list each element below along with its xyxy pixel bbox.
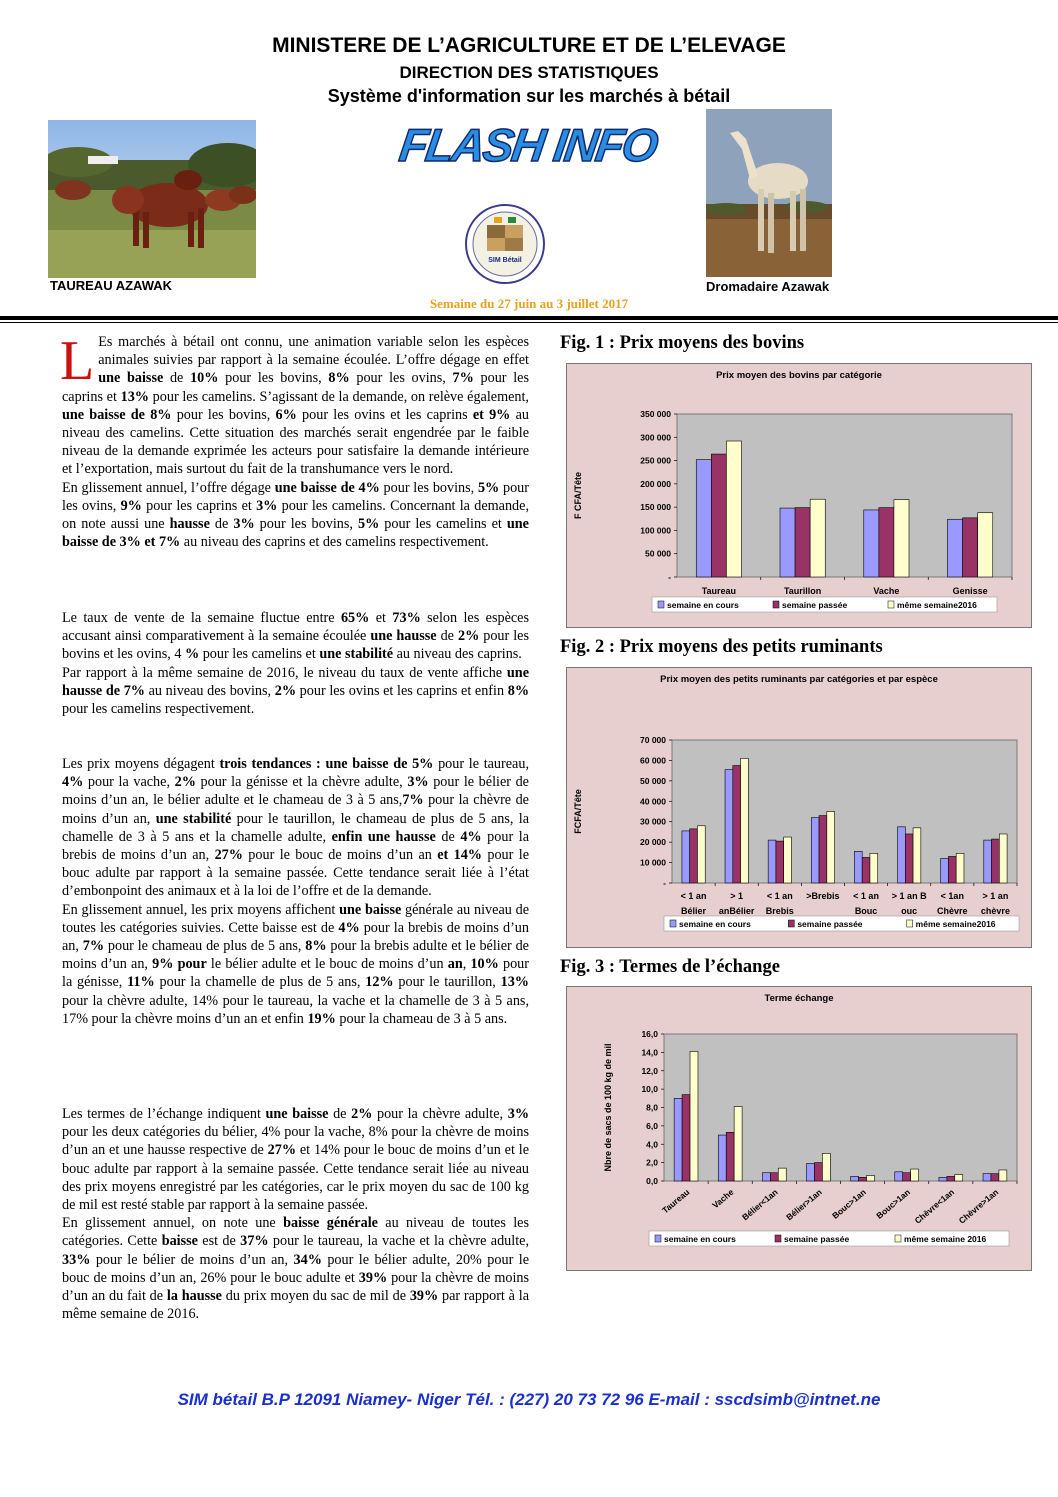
paragraph-annual-offer: En glissement annuel, l’offre dégage une baisse de 4% pour les bovins, 5% pour les ovins, 9% pour les caprins et 3% pour les camelins. Concernant la demande, on note aussi une hausse de 3% pour les bovins, 5% pour les camelins et une baisse de 3% et 7% au niveau des caprins et des camelins respectivement. (62, 479, 529, 551)
y-tick-label: 250 000 (640, 455, 671, 466)
sim-betail-seal (464, 203, 546, 285)
bar (780, 508, 795, 577)
y-tick-label: 60 000 (640, 755, 666, 766)
bar (819, 816, 827, 883)
y-tick-label: 150 000 (640, 502, 671, 513)
bar (814, 1163, 822, 1181)
paragraph-offer: L Es marchés à bétail ont connu, une animation variable selon les espèces animales suivies par rapport à la semaine écoulée. L’offre dégage en effet une baisse de 10% pour les bovins, 8% pour les ovins, 7% pour les caprins et 13% pour les camelins. S’agissant de la demande, on relève également, une baisse de 8% pour les bovins, 6% pour les ovins et les caprins et 9% au niveau des camelins. Cette situation des marchés serait engendrée par le faible niveau de la demande exprimée les acteurs pour satisfaire la demande intérieure et l’exportation, mais surtout du fait de la transhumance vers le nord. (60, 330, 529, 478)
legend-swatch (773, 601, 779, 608)
category-label: > 1 an (982, 891, 1009, 901)
category-label: < 1an (940, 891, 964, 901)
category-label: Vache (873, 586, 900, 596)
bar (894, 500, 909, 577)
paragraph-prices-annual: En glissement annuel, les prix moyens affichent une baisse générale au niveau de toutes les catégories suivies. Cette baisse est de 4% pour la brebis de moins d’un an, 7% pour le chameau de plus de 5 ans, 8% pour la brebis adulte et le bélier de moins d’un an, 9% pour le bélier adulte et le bouc de moins d’un an, 10% pour la génisse, 11% pour la chamelle de plus de 5 ans, 12% pour le taurillon, 13% pour la chèvre adulte, 14% pour le taureau, la vache et la chamelle de 3 à 5 ans, 17% pour la chèvre moins d’un an et enfin 19% pour la chameau de 3 à 5 ans. (62, 901, 530, 1027)
bar (947, 1176, 955, 1181)
bar (898, 827, 906, 883)
bar (770, 1173, 778, 1181)
bar (948, 519, 963, 577)
bar (999, 1170, 1007, 1181)
category-label: Bouc>1an (874, 1186, 912, 1221)
legend-swatch (670, 920, 676, 927)
bar (948, 856, 956, 883)
bar (726, 1132, 734, 1181)
y-tick-label: 100 000 (640, 525, 671, 536)
paragraph-sales-rate-annual: Par rapport à la même semaine de 2016, le niveau du taux de vente affiche une hausse de 7% au niveau des bovins, 2% pour les ovins et les caprins et enfin 8% pour les camelins respectivement. (62, 664, 529, 718)
bar (955, 1175, 963, 1181)
bar (807, 1164, 815, 1181)
category-label: Taureau (660, 1186, 692, 1216)
header-rule-thin (0, 322, 1058, 323)
legend-swatch (907, 920, 913, 927)
bar (911, 1169, 919, 1181)
header-rule (0, 316, 1058, 320)
category-label: Bélier>1an (784, 1186, 824, 1223)
y-tick-label: 50 000 (640, 775, 666, 786)
bar (822, 1153, 830, 1181)
legend-swatch (895, 1235, 901, 1242)
y-tick-label: 0,0 (646, 1176, 658, 1186)
bar (963, 518, 978, 577)
bar (978, 513, 993, 577)
chart-title: Prix moyen des petits ruminants par catégories et par espèce (660, 674, 938, 685)
bar (696, 460, 711, 577)
category-label: chèvre (980, 906, 1010, 916)
legend-swatch (655, 1235, 661, 1242)
y-tick-label: 6,0 (646, 1120, 658, 1131)
category-label: Taurillon (783, 586, 822, 596)
footer-contact: SIM bétail B.P 12091 Niamey- Niger Tél. : (227) 20 73 72 96 E-mail : sscdsimb@intnet.ne (177, 1390, 881, 1409)
bar (711, 454, 726, 577)
fig3-title: Fig. 3 : Termes de l’échange (560, 957, 780, 977)
bar (983, 1174, 991, 1181)
category-label: < 1 an (680, 891, 707, 901)
y-tick-label: 4,0 (646, 1139, 658, 1150)
bar (867, 1175, 875, 1181)
bar (778, 1168, 786, 1181)
direction-title: DIRECTION DES STATISTIQUES (399, 63, 659, 82)
bar (784, 837, 792, 883)
y-tick-label: 10 000 (640, 857, 666, 868)
bar (734, 1107, 742, 1181)
article-block-2 (62, 609, 529, 718)
bar (810, 499, 825, 577)
bar (851, 1176, 859, 1181)
legend-label: semaine en cours (664, 1234, 736, 1244)
y-axis-label: FCFA/Tête (573, 789, 583, 834)
ministry-title: MINISTERE DE L’AGRICULTURE ET DE L’ELEVAGE (272, 34, 786, 57)
legend-label: semaine passée (797, 919, 863, 929)
camel-photo (706, 109, 832, 277)
legend-label: semaine passée (784, 1234, 850, 1244)
bar (903, 1173, 911, 1181)
bar (859, 1177, 867, 1181)
category-label: > 1 an B (891, 891, 927, 901)
bar (991, 1174, 999, 1181)
bar (984, 840, 992, 883)
bull-caption: TAUREAU AZAWAK (50, 278, 173, 293)
category-label: anBélier (718, 906, 755, 916)
bar (862, 857, 870, 883)
category-label: >Brebis (806, 891, 840, 901)
bar (697, 826, 705, 883)
y-tick-label: 300 000 (640, 432, 671, 443)
seal-text: SIM Bétail (488, 257, 522, 264)
chart-terms (567, 987, 1031, 1270)
y-tick-label: 50 000 (645, 548, 671, 559)
y-tick-label: 16,0 (641, 1029, 658, 1039)
fig1-title: Fig. 1 : Prix moyens des bovins (560, 333, 805, 353)
bar (939, 1177, 947, 1181)
category-label: < 1 an (766, 891, 793, 901)
category-label: ouc (901, 906, 918, 916)
y-tick-label: 20 000 (640, 837, 666, 848)
bar (690, 829, 698, 883)
y-axis-label: Nbre de sacs de 100 kg de mil (603, 1043, 613, 1172)
bar (718, 1135, 726, 1181)
chart-title: Prix moyen des bovins par catégorie (716, 370, 882, 381)
bar (854, 851, 862, 883)
category-label: Bouc>1an (830, 1186, 868, 1221)
bar (741, 758, 749, 883)
chart-bovins (567, 364, 1031, 627)
category-label: Chèvre (937, 906, 968, 916)
bar (768, 840, 776, 883)
legend-label: même semaine2016 (897, 600, 977, 610)
chart-bovins-panel (566, 363, 1032, 628)
article-block-4 (62, 1105, 529, 1323)
category-label: Vache (710, 1186, 736, 1211)
legend-label: semaine en cours (679, 919, 751, 929)
bar (795, 508, 810, 577)
category-label: Bélier<1an (740, 1186, 780, 1223)
category-label: Brebis (765, 906, 794, 916)
y-tick-label: - (663, 878, 666, 888)
plot-area (672, 740, 1017, 883)
bar (762, 1173, 770, 1181)
category-label: Chèvre<1an (912, 1186, 957, 1226)
bar (827, 812, 835, 884)
chart-ruminants-panel (566, 667, 1032, 948)
y-tick-label: - (668, 572, 671, 582)
article-block-3 (62, 755, 529, 1028)
y-tick-label: 350 000 (640, 409, 671, 419)
category-label: Bouc (854, 906, 878, 916)
y-axis-label: F CFA/Tête (573, 471, 583, 520)
bar (682, 831, 690, 883)
bar (690, 1051, 698, 1181)
paragraph-terms-annual: En glissement annuel, on note une baisse générale au niveau de toutes les catégories. Cette baisse est de 37% pour le taureau, la vache et la chèvre adulte, 33% pour le bélier de moins d’un an, 34% pour le bélier adulte, 20% pour le bouc de moins d’un an, 26% pour le bouc adulte et 39% pour la chèvre de moins d’un an du fait de la hausse du prix moyen du sac de mil de 39% par rapport à la même semaine de 2016. (62, 1215, 530, 1323)
bar (956, 853, 964, 883)
category-label: Genisse (952, 586, 988, 596)
chart-title: Terme échange (764, 993, 834, 1004)
y-tick-label: 14,0 (641, 1047, 658, 1058)
bar (941, 858, 949, 883)
category-label: < 1 an (853, 891, 879, 901)
dropcap-letter: L (60, 330, 95, 392)
bar (895, 1172, 903, 1181)
week-period: Semaine du 27 juin au 3 juillet 2017 (429, 296, 629, 311)
bar (725, 770, 733, 883)
bar (992, 839, 1000, 883)
category-label: Bélier (681, 906, 707, 916)
chart-ruminants (567, 668, 1031, 947)
y-tick-label: 70 000 (640, 735, 666, 745)
y-tick-label: 40 000 (640, 796, 666, 807)
legend-label: semaine en cours (667, 600, 739, 610)
bar (726, 441, 741, 577)
y-tick-label: 200 000 (640, 478, 671, 489)
legend-swatch (888, 601, 894, 608)
legend-label: même semaine2016 (915, 919, 996, 929)
category-label: Chèvre>1an (956, 1186, 1001, 1226)
bar (776, 841, 784, 883)
bar (682, 1095, 690, 1181)
chart-terms-panel (566, 986, 1032, 1271)
bar (999, 834, 1007, 883)
y-tick-label: 10,0 (641, 1084, 658, 1095)
bar (733, 766, 741, 883)
paragraph-prices: Les prix moyens dégagent trois tendances : une baisse de 5% pour le taureau, 4% pour la vache, 2% pour la génisse et la chèvre adulte, 3% pour le bélier de moins d’un an, le bélier adulte et le chameau de 3 à 5 ans,7% pour la chèvre de moins d’un an, une stabilité pour le taurillon, le chameau de plus de 5 ans, la chamelle de 3 à 5 ans et la chamelle adulte, enfin une hausse de 4% pour la brebis de moins d’un an, 27% pour le bouc de moins d’un an et 14% pour le bouc adulte par rapport à la semaine passée. Cette tendance serait liée à l’état d’embonpoint des animaux et à la loi de l’offre et de la demande. (62, 756, 529, 900)
paragraph-terms: Les termes de l’échange indiquent une baisse de 2% pour la chèvre adulte, 3% pour les deux catégories du bélier, 4% pour la vache, 8% pour la chèvre de moins d’un an et une hausse respective de 27% et 14% pour le bouc de moins d’un et le bouc adulte par rapport à la semaine passée. Cette tendance serait liée au niveau des prix moyens enregistré par les catégories, car le prix moyen du sac de 100 kg de mil est resté stable par rapport à la semaine passée. (62, 1106, 529, 1214)
plot-area (664, 1034, 1017, 1181)
category-label: Taureau (701, 586, 737, 596)
bar (811, 818, 819, 883)
system-title: Système d'information sur les marchés à bétail (327, 86, 731, 106)
fig2-title: Fig. 2 : Prix moyens des petits ruminants (560, 637, 883, 657)
flash-info-logo: FLASH INFO (396, 119, 660, 171)
article-block-1 (60, 330, 529, 551)
legend-swatch (775, 1235, 781, 1242)
bar (870, 853, 878, 883)
camel-caption: Dromadaire Azawak (706, 279, 830, 294)
legend-swatch (788, 920, 794, 927)
y-tick-label: 2,0 (646, 1157, 658, 1168)
bull-photo (48, 120, 256, 278)
bar (913, 828, 921, 883)
category-label: > 1 (730, 891, 744, 901)
bar (879, 508, 894, 577)
y-tick-label: 12,0 (641, 1065, 658, 1076)
y-tick-label: 8,0 (646, 1102, 658, 1113)
legend-swatch (658, 601, 664, 608)
bar (864, 510, 879, 577)
y-tick-label: 30 000 (640, 816, 666, 827)
bar (905, 834, 913, 883)
paragraph-sales-rate: Le taux de vente de la semaine fluctue entre 65% et 73% selon les espèces accusant ainsi comparativement à la semaine écoulée une hausse de 2% pour les bovins et les ovins, 4 % pour les camelins et une stabilité au niveau des caprins. (62, 610, 529, 663)
bar (674, 1098, 682, 1181)
legend-label: même semaine 2016 (904, 1234, 987, 1244)
legend-label: semaine passée (782, 600, 848, 610)
